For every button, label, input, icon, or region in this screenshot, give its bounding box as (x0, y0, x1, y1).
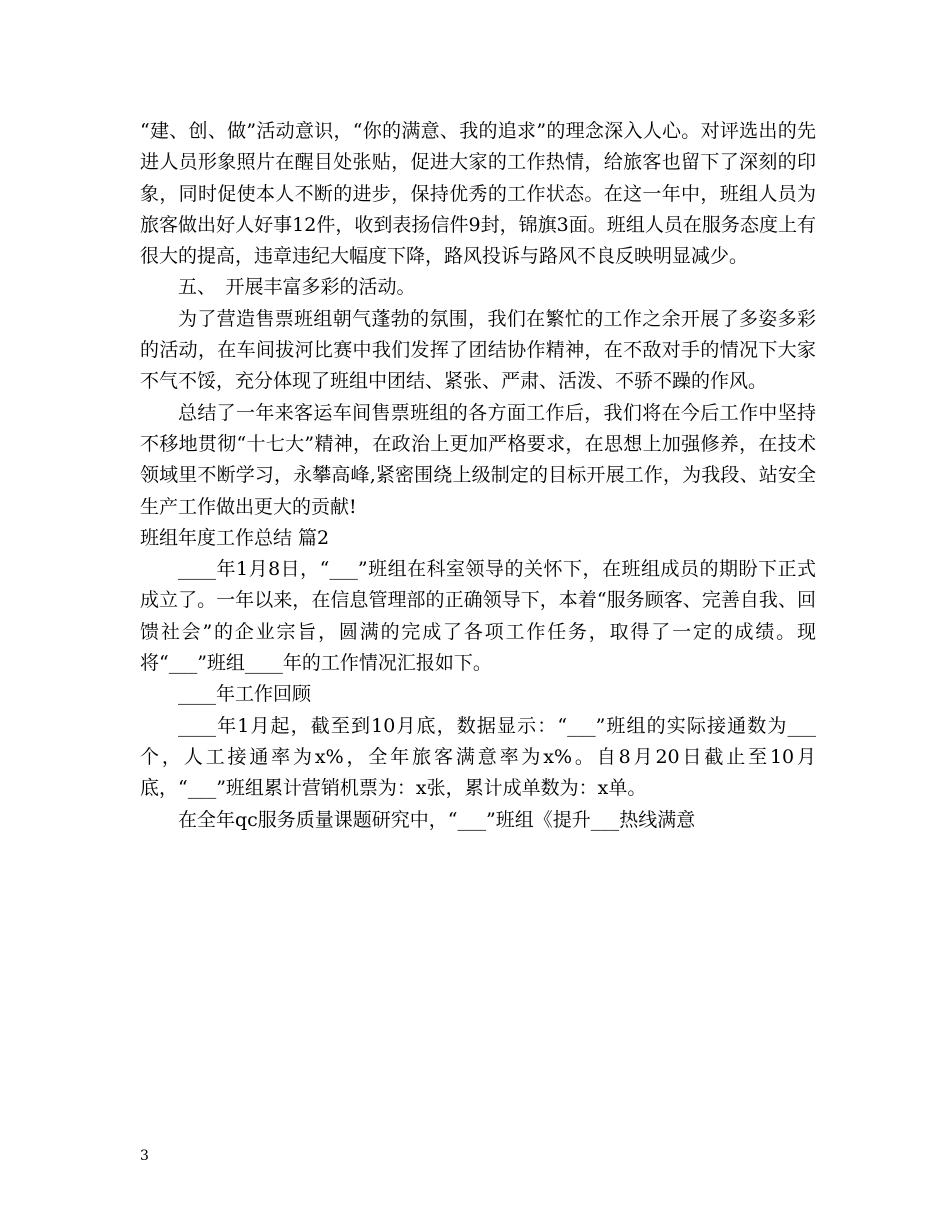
paragraph-team-founding: ____年1月8日，“___”班组在科室领导的关怀下，在班组成员的期盼下正式成立了。一年以来，在信息管理部的正确领导下，本着“服务顾客、完善自我、回馈社会”的企业宗旨，圆满的完成了各项工作任务，取得了一定的成绩。现将“___”班组____年的工作情况汇报如下。 (140, 558, 816, 675)
section-heading-year-review: ____年工作回顾 (178, 683, 312, 706)
page-number: 3 (140, 1148, 149, 1164)
article-title-part-2: 班组年度工作总结 篇2 (140, 526, 330, 549)
paragraph-activity-awareness: “建、创、做”活动意识，“你的满意、我的追求”的理念深入人心。对评选出的先进人员形象照片在醒目处张贴，促进大家的工作热情，给旅客也留下了深刻的印象，同时促使本人不断的进步，保持优秀的工作状态。在这一年中，班组人员为旅客做出好人好事12件，收到表扬信件9封，锦旗3面。班组人员在服务态度上有很大的提高，违章违纪大幅度下降，路风投诉与路风不良反映明显减少。 (140, 120, 816, 268)
paragraph-year-statistics: ____年1月起，截至到10月底，数据显示：“___”班组的实际接通数为___个，人工接通率为x%，全年旅客满意率为x%。自8月20日截止至10月底，“___”班组累计营销机票为：x张，累计成单数为：x单。 (140, 714, 816, 800)
paragraph-summary-conclusion: 总结了一年来客运车间售票班组的各方面工作后，我们将在今后工作中坚持不移地贯彻“十七大”精神，在政治上更加严格要求，在思想上加强修养，在技术领域里不断学习，永攀高峰,紧密围绕上级制定的目标开展工作，为我段、站安全生产工作做出更大的贡献! (140, 401, 816, 518)
document-body (140, 116, 816, 836)
paragraph-qc-research: 在全年qc服务质量课题研究中，“___”班组《提升___热线满意 (178, 808, 696, 831)
section-heading-activities: 五、 开展丰富多彩的活动。 (178, 276, 416, 299)
paragraph-rich-activities: 为了营造售票班组朝气蓬勃的氛围，我们在繁忙的工作之余开展了多姿多彩的活动，在车间拔河比赛中我们发挥了团结协作精神，在不敌对手的情况下大家不气不馁，充分体现了班组中团结、紧张、严肃、活泼、不骄不躁的作风。 (140, 307, 816, 393)
